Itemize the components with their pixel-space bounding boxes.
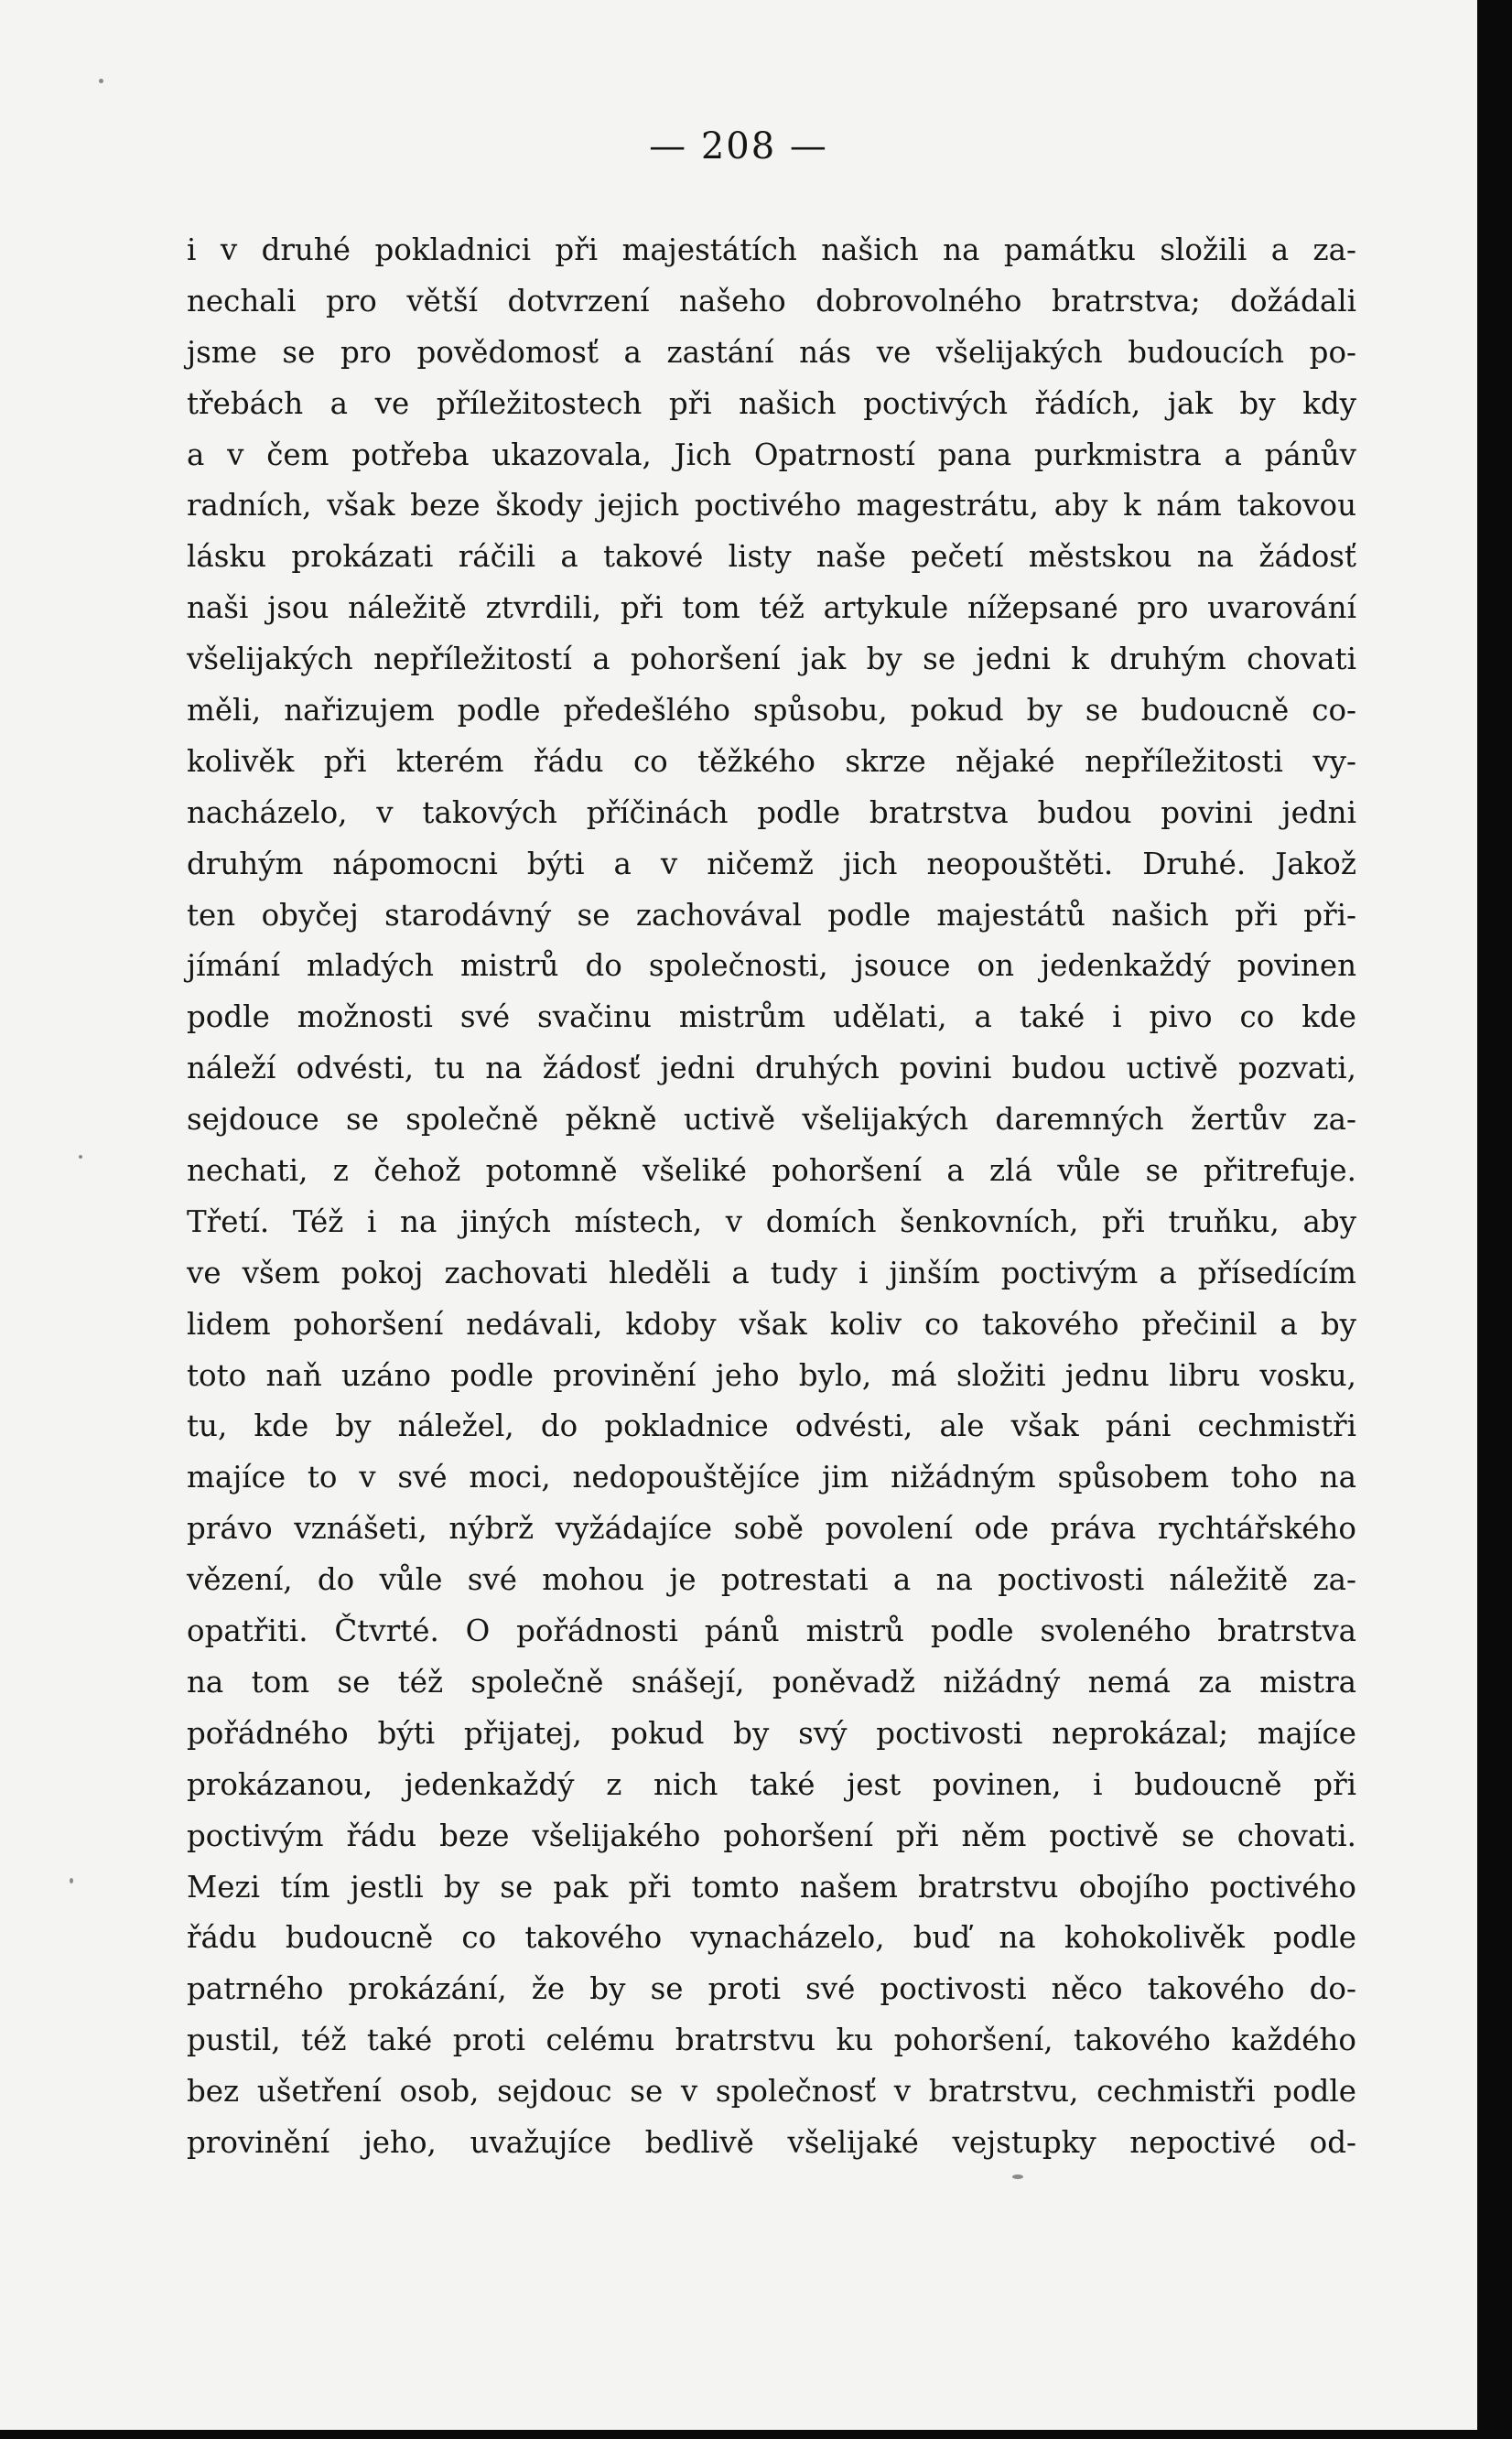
text-line: jímání mladých mistrů do společnosti, jsouce on jedenkaždý povinen bbox=[187, 948, 1356, 984]
text-line: i v druhé pokladnici při majestátích našich na památku složili a za- bbox=[187, 232, 1356, 267]
text-line: náleží odvésti, tu na žádosť jedni druhých povini budou uctivě pozvati, bbox=[187, 1051, 1356, 1086]
text-line: ve všem pokoj zachovati hleděli a tudy i jinším poctivým a přísedícím bbox=[187, 1255, 1356, 1290]
text-line: nacházelo, v takových příčinách podle bratrstva budou povini jedni bbox=[187, 794, 1356, 830]
text-line: druhým nápomocni býti a v ničemž jich neopouštěti. Druhé. Jakož bbox=[187, 846, 1356, 881]
text-line: poctivým řádu beze všelijakého pohoršení při něm poctivě se chovati. bbox=[187, 1818, 1356, 1853]
text-line: ten obyčej starodávný se zachovával podle majestátů našich při při- bbox=[187, 897, 1356, 933]
text-line: právo vznášeti, nýbrž vyžádajíce sobě povolení ode práva rychtářského bbox=[187, 1511, 1356, 1547]
text-line: bez ušetření osob, sejdouc se v společnosť v bratrstvu, cechmistři podle bbox=[187, 2074, 1356, 2110]
text-line: provinění jeho, uvažujíce bedlivě všelijaké vejstupky nepoctivé od- bbox=[187, 2124, 1356, 2160]
text-line: pustil, též také proti celému bratrstvu ku pohoršení, takového každého bbox=[187, 2023, 1356, 2058]
text-line: všelijakých nepříležitostí a pohoršení jak by se jedni k druhým chovati bbox=[187, 642, 1356, 677]
body-text bbox=[187, 225, 1356, 2169]
text-line: vězení, do vůle své mohou je potrestati a na poctivosti náležitě za- bbox=[187, 1562, 1356, 1598]
text-line: majíce to v své moci, nedopouštějíce jim nižádným spůsobem toho na bbox=[187, 1460, 1356, 1495]
text-line: nechati, z čehož potomně všeliké pohoršení a zlá vůle se přitrefuje. bbox=[187, 1153, 1356, 1189]
text-line: Třetí. Též i na jiných místech, v domích šenkovních, při truňku, aby bbox=[187, 1203, 1356, 1239]
scan-speck bbox=[1012, 2175, 1023, 2179]
text-line: jsme se pro povědomosť a zastání nás ve všelijakých budoucích po- bbox=[187, 334, 1356, 370]
text-line: lásku prokázati ráčili a takové listy naše pečetí městskou na žádosť bbox=[187, 539, 1356, 575]
text-line: patrného prokázání, že by se proti své poctivosti něco takového do- bbox=[187, 1971, 1356, 2007]
text-line: naši jsou náležitě ztvrdili, při tom též artykule nížepsané pro uvarování bbox=[187, 590, 1356, 626]
text-line: lidem pohoršení nedávali, kdoby však koliv co takového přečinil a by bbox=[187, 1306, 1356, 1342]
text-line: Mezi tím jestli by se pak při tomto našem bratrstvu obojího poctivého bbox=[187, 1869, 1356, 1905]
text-line: třebách a ve příležitostech při našich poctivých řádích, jak by kdy bbox=[187, 385, 1356, 421]
page-number: — 208 — bbox=[649, 125, 828, 167]
scan-speck bbox=[70, 1878, 73, 1883]
scan-border-right bbox=[1477, 0, 1512, 2439]
text-line: a v čem potřeba ukazovala, Jich Opatrností pana purkmistra a pánův bbox=[187, 437, 1356, 472]
text-line: radních, však beze škody jejich poctivého magestrátu, aby k nám takovou bbox=[187, 488, 1356, 523]
scan-border-bottom bbox=[0, 2430, 1512, 2439]
text-line: opatřiti. Čtvrté. O pořádnosti pánů mistrů podle svoleného bratrstva bbox=[187, 1613, 1356, 1649]
text-line: tu, kde by náležel, do pokladnice odvésti, ale však páni cechmistři bbox=[187, 1408, 1356, 1444]
text-line: sejdouce se společně pěkně uctivě všelijakých daremných žertův za- bbox=[187, 1102, 1356, 1138]
text-line: prokázanou, jedenkaždý z nich také jest povinen, i budoucně při bbox=[187, 1766, 1356, 1802]
text-line: měli, nařizujem podle předešlého spůsobu, pokud by se budoucně co- bbox=[187, 693, 1356, 728]
text-line: nechali pro větší dotvrzení našeho dobrovolného bratrstva; dožádali bbox=[187, 283, 1356, 318]
scan-speck bbox=[99, 79, 103, 83]
text-line: pořádného býti přijatej, pokud by svý poctivosti neprokázal; majíce bbox=[187, 1715, 1356, 1751]
text-line: podle možnosti své svačinu mistrům udělati, a také i pivo co kde bbox=[187, 999, 1356, 1035]
text-line: toto naň uzáno podle provinění jeho bylo, má složiti jednu libru vosku, bbox=[187, 1357, 1356, 1393]
text-line: řádu budoucně co takového vynacházelo, buď na kohokolivěk podle bbox=[187, 1920, 1356, 1956]
text-line: kolivěk při kterém řádu co těžkého skrze nějaké nepříležitosti vy- bbox=[187, 743, 1356, 779]
text-line: na tom se též společně snášejí, poněvadž nižádný nemá za mistra bbox=[187, 1664, 1356, 1700]
scan-speck bbox=[79, 1155, 82, 1159]
